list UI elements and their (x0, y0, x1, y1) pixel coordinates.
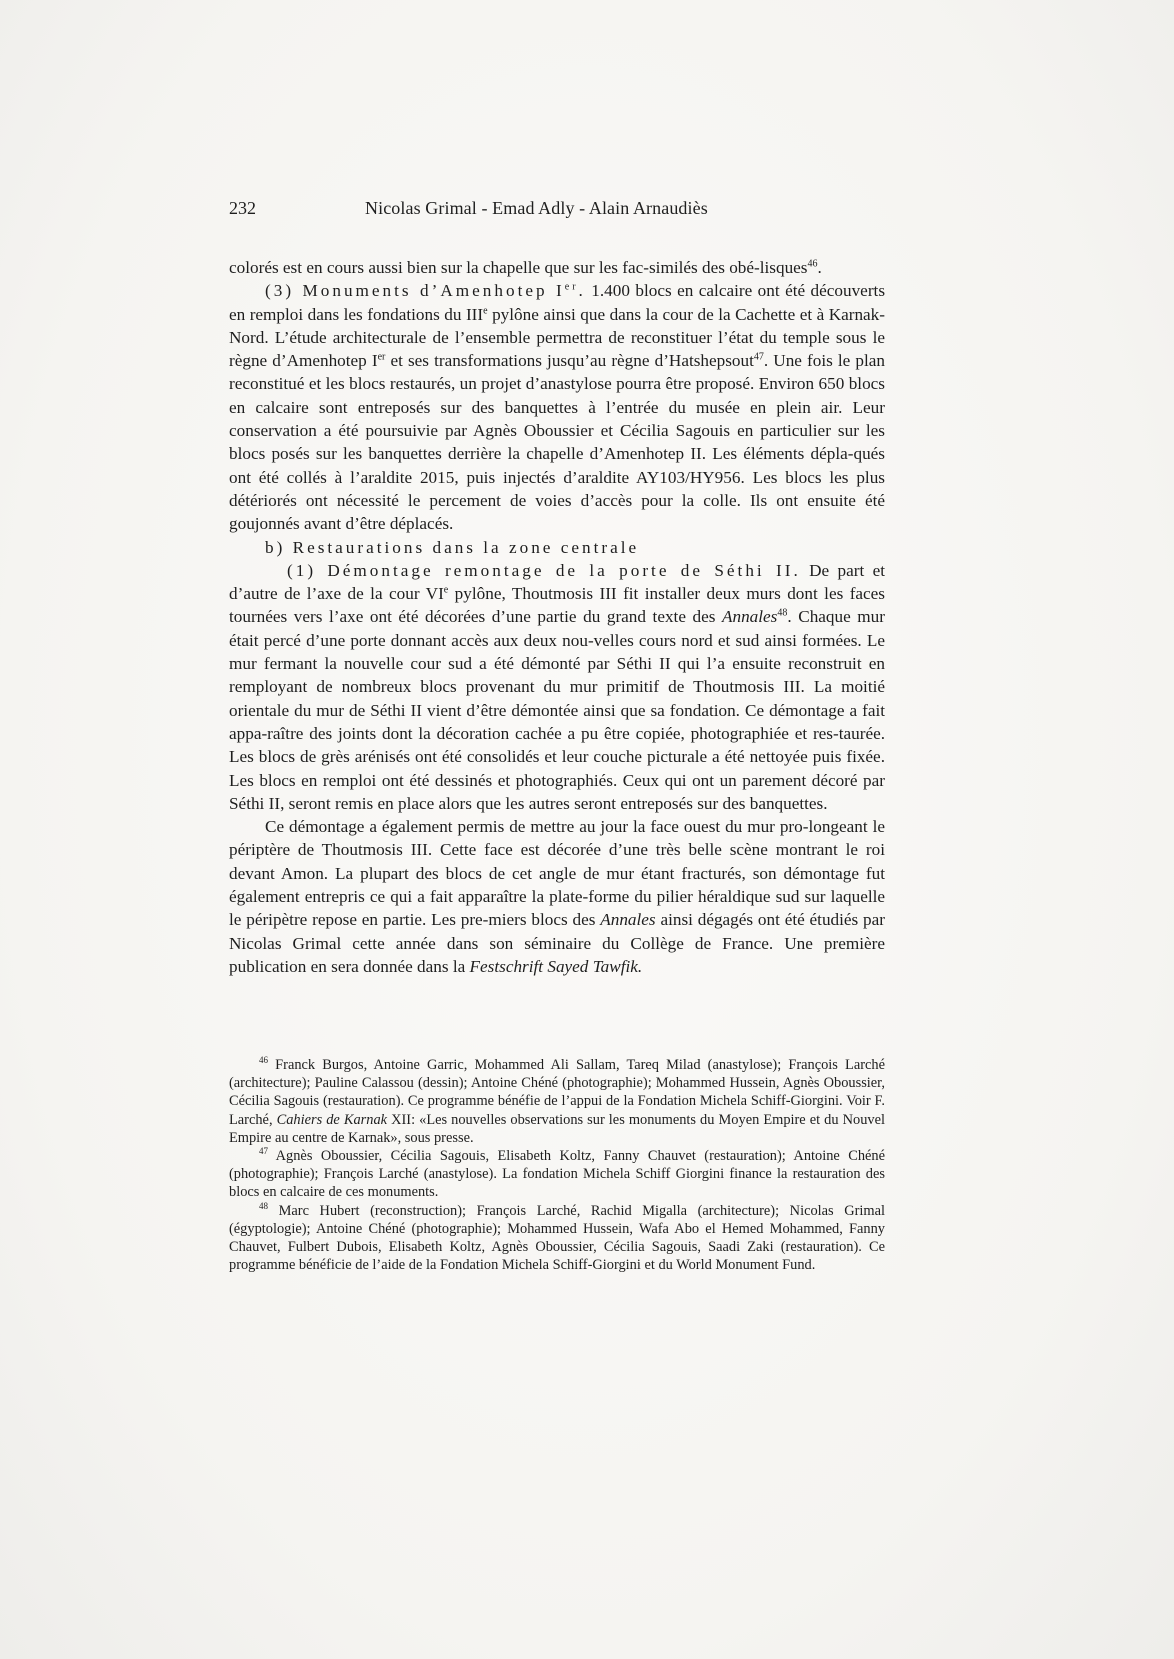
footnote-46: $^{46}$ Franck Burgos, Antoine Garric, Mohammed Ali Sallam, Tareq Milad (anastylose); François Larché (architecture); Pauline Calassou (dessin); Antoine Chéné (photographie); Mohammed Hussein, Agnès Oboussier, Cécilia Sagouis (restauration). Ce programme bénéfie de l’appui de la Fondation Michela Schiff-Giorgini. Voir F. Larché, Cahiers de Karnak XII: «Les nouvelles observations sur les monuments du Moyen Empire et du Nouvel Empire au centre de Karnak», sous presse. (229, 1055, 885, 1146)
paragraph-continued: colorés est en cours aussi bien sur la chapelle que sur les fac-similés des obé-lisques$^{46}$. (229, 258, 822, 277)
page-header (229, 198, 885, 226)
footnote-48: $^{48}$ Marc Hubert (reconstruction); François Larché, Rachid Migalla (architecture); Nicolas Grimal (égyptologie); Antoine Chéné (photographie); Mohammed Hussein, Wafa Abo el Hemed Mohammed, Fanny Chauvet, Fulbert Dubois, Elisabeth Koltz, Agnès Oboussier, Cécilia Sagouis, Saadi Zaki (restauration). Ce programme bénéficie de l’aide de la Fondation Michela Schiff-Giorgini et du World Monument Fund. (229, 1200, 885, 1274)
subsection-heading: (1) Démontage remontage de la porte de Séthi II. (287, 560, 801, 580)
footnote-ref[interactable]: 47 (753, 351, 764, 363)
main-text (229, 256, 885, 978)
running-head: Nicolas Grimal - Emad Adly - Alain Arnaudiès (365, 198, 708, 218)
footnote-47: $^{47}$ Agnès Oboussier, Cécilia Sagouis, Elisabeth Koltz, Fanny Chauvet (restauration); Antoine Chéné (photographie); François Larché (anastylose). La fondation Michela Schiff Giorgini finance la restauration des blocs en calcaire de ces monuments. (229, 1146, 885, 1201)
footnotes (229, 1056, 885, 1274)
paragraph-sethi: (1) Démontage remontage de la porte de Séthi II. De part et d’autre de l’axe de la cour VIe pylône, Thoutmosis III fit installer deux murs dont les faces tournées vers l’axe ont été décorées d’une partie du grand texte des Annales$^{48}$. Chaque mur était percé d’une porte donnant accès aux deux nou-velles cours nord et sud ainsi formées. Le mur fermant la nouvelle cour sud a été démonté par Séthi II qui l’a ensuite reconstruit en remployant de nombreux blocs provenant du mur primitif de Thoutmosis III. La moitié orientale du mur de Séthi II vient d’être démontée ainsi que sa fondation. Ce démontage a fait appa-raître des joints dont la décoration cachée a pu être copiée, photographiée et res-taurée. Les blocs de grès arénisés ont été consolidés et leur couche picturale a été nettoyée puis fixée. Les blocs en remploi ont été dessinés et photographiés. Ceux qui ont un parement décoré par Séthi II, seront remis en place alors que les autres seront entreposés sur des banquettes. (229, 560, 885, 813)
footnote-ref[interactable]: 48 (777, 607, 788, 619)
paragraph-amenhotep: (3) Monuments d’Amenhotep Ier. 1.400 blocs en calcaire ont été découverts en remploi dans les fondations du IIIe pylône ainsi que dans la cour de la Cachette et à Karnak-Nord. L’étude architecturale de l’ensemble permettra de reconstituer l’état du temple sous le règne d’Amenhotep Ier et ses transformations jusqu’au règne d’Hatshepsout$^{47}$. Une fois le plan reconstitué et les blocs restaurés, un projet d’anastylose pourra être proposé. Environ 650 blocs en calcaire sont entreposés sur des banquettes à l’entrée du musée en plein air. Leur conservation a été poursuivie par Agnès Oboussier et Cécilia Sagouis en particulier sur les blocs posés sur les banquettes derrière la chapelle d’Amenhotep II. Les éléments dépla-qués ont été collés à l’araldite 2015, puis injectés d’araldite AY103/HY956. Les blocs les plus détériorés ont nécessité le percement de voies d’accès pour la colle. Ils ont ensuite été goujonnés avant d’être déplacés. (229, 281, 886, 534)
footnote-ref[interactable]: 46 (807, 258, 818, 270)
page-number: 232 (229, 198, 256, 218)
section-b-heading: b) Restaurations dans la zone centrale (265, 537, 640, 557)
section-heading: (3) Monuments d’Amenhotep Ier. (265, 281, 586, 301)
paragraph-demontage: Ce démontage a également permis de mettre au jour la face ouest du mur pro-longeant le périptère de Thoutmosis III. Cette face est décorée d’une très belle scène montrant le roi devant Amon. La plupart des blocs de cet angle de mur étant fracturés, son démontage fut également entrepris ce qui a fait apparaître la plate-forme du pilier héraldique sud sur laquelle le péripètre repose en partie. Les pre-miers blocs des Annales ainsi dégagés ont été étudiés par Nicolas Grimal cette année dans son séminaire du Collège de France. Une première publication en sera donnée dans la Festschrift Sayed Tawfik. (229, 817, 885, 976)
